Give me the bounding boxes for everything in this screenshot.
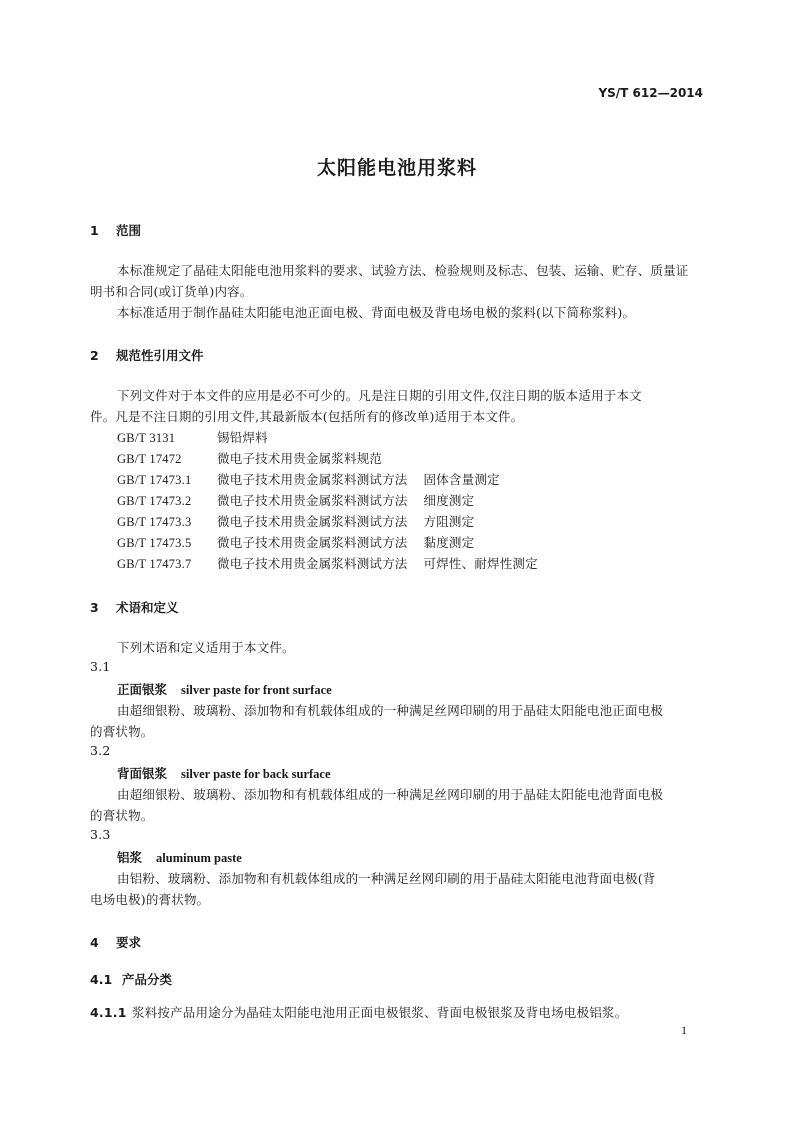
section-number: 4 (90, 935, 99, 950)
paragraph-line: 下列术语和定义适用于本文件。 (117, 640, 295, 655)
term-number: 3.1 (90, 659, 111, 674)
reference-title: 微电子技术用贵金属浆料测试方法 (217, 535, 408, 550)
section-number: 2 (90, 348, 99, 363)
paragraph-line: 明书和合同(或订货单)内容。 (90, 284, 253, 299)
section-number: 3 (90, 600, 99, 615)
reference-title: 微电子技术用贵金属浆料测试方法 (217, 556, 408, 571)
reference-item (117, 491, 474, 509)
reference-item (117, 428, 268, 446)
term-english: silver paste for front surface (181, 683, 332, 697)
term-english: silver paste for back surface (181, 767, 331, 781)
subsection-heading (90, 970, 172, 988)
reference-item (117, 533, 474, 551)
section-2-heading (90, 346, 204, 364)
term-number: 3.3 (90, 827, 111, 842)
term-heading (117, 764, 331, 782)
reference-title: 锡铅焊料 (217, 430, 268, 445)
reference-code: GB/T 17473.3 (117, 515, 192, 529)
section-title: 术语和定义 (116, 600, 179, 615)
standard-code: YS/T 612—2014 (598, 86, 703, 100)
term-definition-line: 的膏状物。 (90, 724, 154, 739)
term-chinese: 铝浆 (117, 850, 143, 865)
reference-method: 可焊性、耐焊性测定 (423, 556, 538, 571)
reference-title: 微电子技术用贵金属浆料测试方法 (217, 514, 408, 529)
reference-title: 微电子技术用贵金属浆料规范 (217, 451, 383, 466)
term-definition-line: 由铝粉、玻璃粉、添加物和有机载体组成的一种满足丝网印刷的用于晶硅太阳能电池背面电极(背 (117, 871, 656, 886)
paragraph-line: 本标准规定了晶硅太阳能电池用浆料的要求、试验方法、检验规则及标志、包装、运输、贮存、质量证 (117, 263, 689, 278)
document-title: 太阳能电池用浆料 (316, 157, 477, 179)
clause-text: 浆料按产品用途分为晶硅太阳能电池用正面电极银浆、背面电极银浆及背电场电极铝浆。 (132, 1005, 628, 1020)
section-title: 规范性引用文件 (116, 348, 204, 363)
reference-item (117, 470, 500, 488)
term-heading (117, 680, 332, 698)
subsection-number: 4.1 (90, 972, 113, 987)
reference-item (117, 449, 382, 467)
term-english: aluminum paste (156, 851, 242, 865)
section-title: 范围 (116, 223, 142, 238)
reference-method: 细度测定 (423, 493, 475, 508)
section-4-heading (90, 933, 141, 951)
paragraph-line: 件。凡是不注日期的引用文件,其最新版本(包括所有的修改单)适用于本文件。 (90, 409, 524, 424)
reference-title: 微电子技术用贵金属浆料测试方法 (217, 472, 408, 487)
subsection-title: 产品分类 (122, 972, 173, 987)
section-title: 要求 (116, 935, 142, 950)
reference-code: GB/T 17472 (117, 452, 182, 466)
reference-code: GB/T 17473.1 (117, 473, 192, 487)
reference-code: GB/T 17473.2 (117, 494, 192, 508)
reference-code: GB/T 17473.7 (117, 557, 192, 571)
paragraph-line: 下列文件对于本文件的应用是必不可少的。凡是注日期的引用文件,仅注日期的版本适用于本文 (117, 388, 642, 403)
section-number: 1 (90, 223, 99, 238)
term-number: 3.2 (90, 743, 111, 758)
reference-item (117, 554, 538, 572)
section-1-heading (90, 221, 141, 239)
reference-method: 方阻测定 (423, 514, 475, 529)
term-definition-line: 由超细银粉、玻璃粉、添加物和有机载体组成的一种满足丝网印刷的用于晶硅太阳能电池背面电极 (117, 787, 664, 802)
reference-item (117, 512, 474, 530)
paragraph-line: 本标准适用于制作晶硅太阳能电池正面电极、背面电极及背电场电极的浆料(以下简称浆料)。 (117, 305, 636, 320)
clause-number: 4.1.1 (90, 1005, 127, 1020)
term-definition-line: 电场电极)的膏状物。 (90, 892, 210, 907)
term-definition-line: 由超细银粉、玻璃粉、添加物和有机载体组成的一种满足丝网印刷的用于晶硅太阳能电池正面电极 (117, 703, 664, 718)
reference-code: GB/T 17473.5 (117, 536, 192, 550)
reference-code: GB/T 3131 (117, 431, 176, 445)
term-chinese: 正面银浆 (117, 682, 168, 697)
term-chinese: 背面银浆 (117, 766, 168, 781)
reference-method: 黏度测定 (423, 535, 475, 550)
clause (90, 1003, 627, 1021)
term-definition-line: 的膏状物。 (90, 808, 154, 823)
section-3-heading (90, 598, 179, 616)
reference-method: 固体含量测定 (423, 472, 500, 487)
term-heading (117, 848, 242, 866)
reference-title: 微电子技术用贵金属浆料测试方法 (217, 493, 408, 508)
page-number: 1 (681, 1023, 687, 1037)
